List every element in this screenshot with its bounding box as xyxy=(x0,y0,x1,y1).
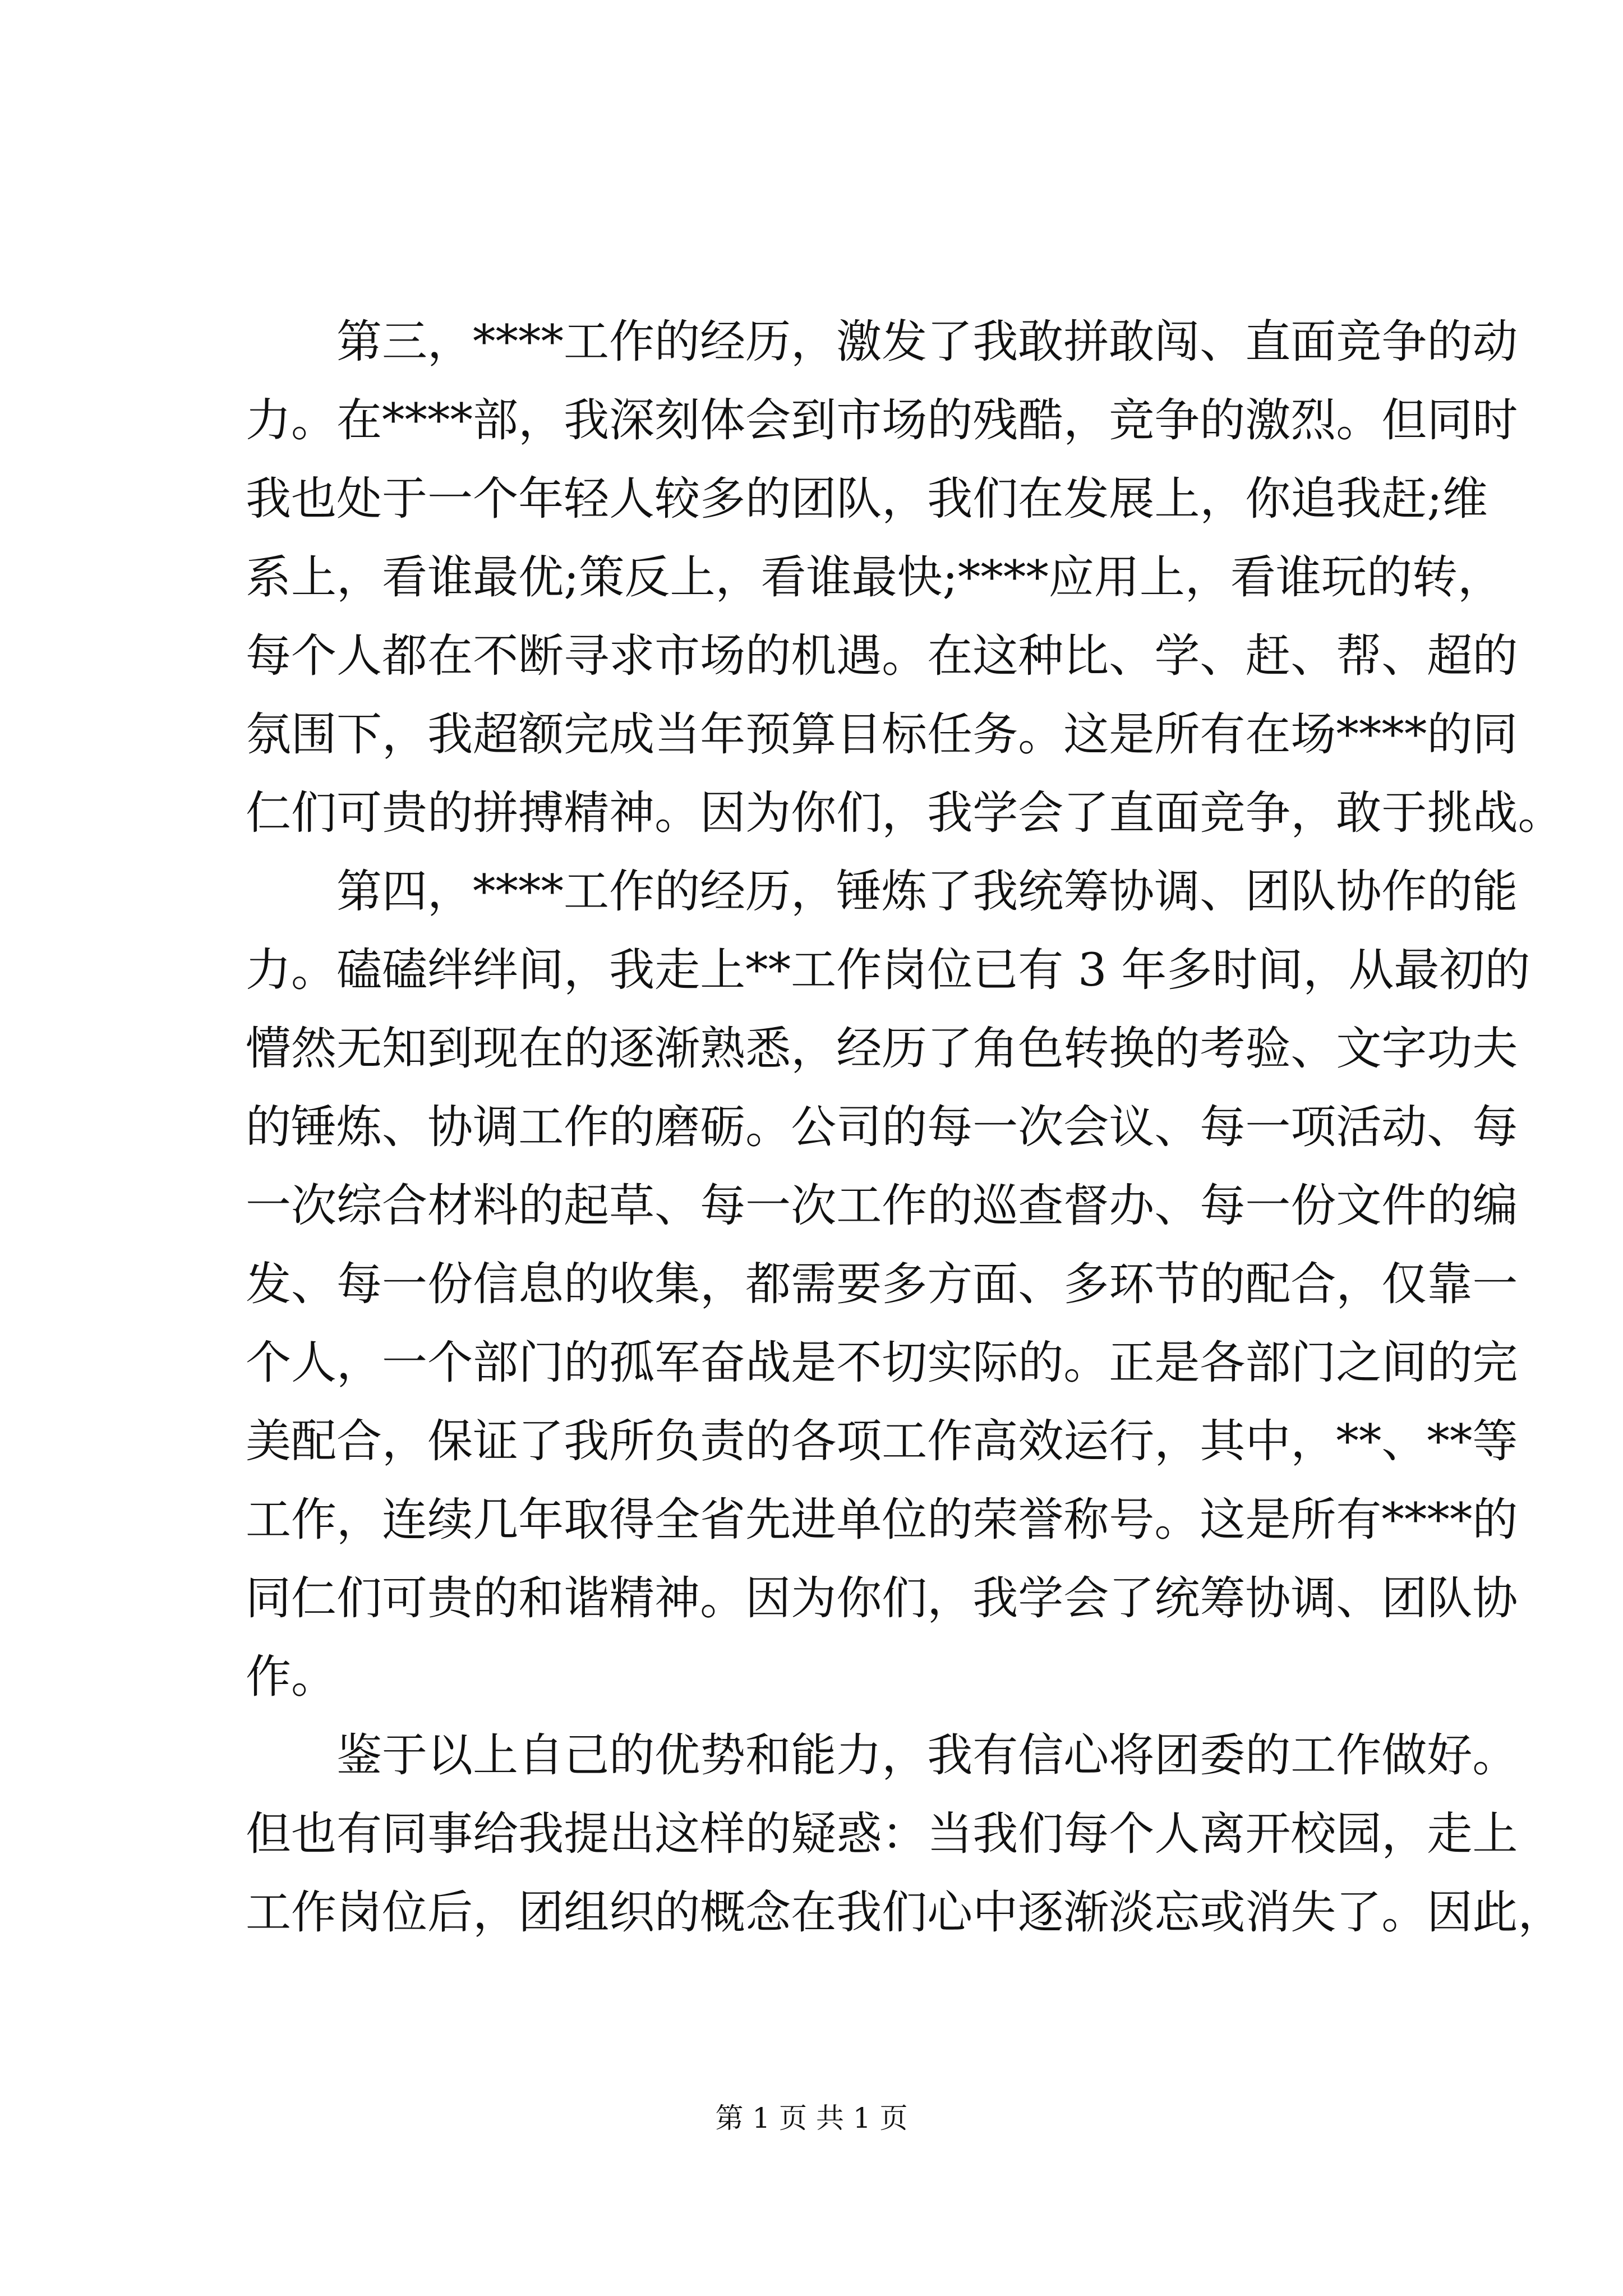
text-line: 力 。 在 * * * * 部 ， 我 深 刻 体 会 到 市 场 的 残 酷 ， 竞 争 的 激 烈 。 但 同 时 xyxy=(246,394,1518,447)
text-line: 每 个 人 都 在 不 断 寻 求 市 场 的 机 遇 。 在 这 种 比 、 学 、 赶 、 帮 、 超 的 xyxy=(246,630,1518,683)
text-line: 作 。 xyxy=(246,1651,337,1704)
text-line: 我 也 处 于 一 个 年 轻 人 较 多 的 团 队 ， 我 们 在 发 展 上 ， 你 追 我 赶 ; 维 xyxy=(246,473,1488,526)
text-line: 系 上 ， 看 谁 最 优 ; 策 反 上 ， 看 谁 最 快 ; * * * * 应 用 上 ， 看 谁 玩 的 转 ， xyxy=(246,551,1503,604)
text-line: 一 次 综 合 材 料 的 起 草 、 每 一 次 工 作 的 巡 查 督 办 、 每 一 份 文 件 的 编 xyxy=(246,1180,1518,1232)
text-line: 工 作 ， 连 续 几 年 取 得 全 省 先 进 单 位 的 荣 誉 称 号 。 这 是 所 有 * * * * 的 xyxy=(246,1494,1518,1547)
text-line: 同 仁 们 可 贵 的 和 谐 精 神 。 因 为 你 们 ， 我 学 会 了 统 筹 协 调 、 团 队 协 xyxy=(246,1572,1518,1625)
text-line: 氛 围 下 ， 我 超 额 完 成 当 年 预 算 目 标 任 务 。 这 是 所 有 在 场 * * * * 的 同 xyxy=(246,708,1518,761)
text-line: 但 也 有 同 事 给 我 提 出 这 样 的 疑 惑 ： 当 我 们 每 个 人 离 开 校 园 ， 走 上 xyxy=(246,1808,1518,1861)
text-line: 第 四 ， * * * * 工 作 的 经 历 ， 锤 炼 了 我 统 筹 协 调 、 团 队 协 作 的 能 xyxy=(336,866,1518,918)
text-line: 第 三 ， * * * * 工 作 的 经 历 ， 激 发 了 我 敢 拼 敢 闯 、 直 面 竞 争 的 动 xyxy=(336,316,1518,369)
text-line: 工 作 岗 位 后 ， 团 组 织 的 概 念 在 我 们 心 中 逐 渐 淡 忘 或 消 失 了 。 因 此 ， xyxy=(246,1887,1564,1939)
text-line: 鉴 于 以 上 自 己 的 优 势 和 能 力 ， 我 有 信 心 将 团 委 的 工 作 做 好 。 xyxy=(336,1729,1518,1782)
text-line: 的 锤 炼 、 协 调 工 作 的 磨 砺 。 公 司 的 每 一 次 会 议 、 每 一 项 活 动 、 每 xyxy=(246,1101,1518,1154)
text-line: 美 配 合 ， 保 证 了 我 所 负 责 的 各 项 工 作 高 效 运 行 ， 其 中 ， * * 、 * * 等 xyxy=(246,1415,1518,1468)
text-line: 懵 然 无 知 到 现 在 的 逐 渐 熟 悉 ， 经 历 了 角 色 转 换 的 考 验 、 文 字 功 夫 xyxy=(246,1023,1518,1075)
text-line: 个 人 ， 一 个 部 门 的 孤 军 奋 战 是 不 切 实 际 的 。 正 是 各 部 门 之 间 的 完 xyxy=(246,1337,1518,1389)
page-footer: 第 1 页 共 1 页 xyxy=(715,2102,908,2134)
text-line: 仁 们 可 贵 的 拼 搏 精 神 。 因 为 你 们 ， 我 学 会 了 直 面 竞 争 ， 敢 于 挑 战 。 xyxy=(246,787,1564,840)
text-line: 发 、 每 一 份 信 息 的 收 集 ， 都 需 要 多 方 面 、 多 环 节 的 配 合 ， 仅 靠 一 xyxy=(246,1258,1518,1311)
text-line: 力 。 磕 磕 绊 绊 间 ， 我 走 上 * * 工 作 岗 位 已 有 3 年 多 时 间 ， 从 最 初 的 xyxy=(246,944,1530,997)
